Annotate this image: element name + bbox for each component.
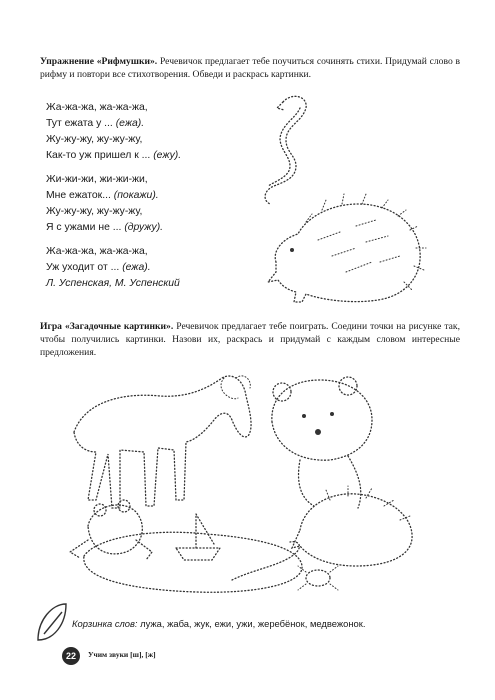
page-number: 22 (62, 647, 80, 665)
poem-line: Жа-жа-жа, жа-жа-жа, (46, 246, 148, 257)
poem-line: Жа-жа-жа, жа-жа-жа, (46, 102, 148, 113)
poem-line: Мне ежаток... (покажи). (46, 190, 159, 201)
dotted-snake-picture[interactable] (265, 96, 306, 204)
poem-author: Л. Успенская, М. Успенский (46, 278, 180, 289)
word-basket-words: лужа, жаба, жук, ежи, ужи, жеребёнок, медвежонок. (140, 618, 366, 629)
poem-line: Жи-жи-жи, жи-жи-жи, (46, 174, 148, 185)
rhyme-answer: (ежу). (153, 150, 182, 161)
leaf-ornament-icon (38, 604, 66, 640)
word-basket-label: Корзинка слов: (72, 618, 138, 629)
dotted-hedgehog-picture[interactable] (268, 194, 426, 302)
running-footer: Учим звуки [ш], [ж] (88, 650, 156, 659)
poem-line: Жу-жу-жу, жу-жу-жу, (46, 134, 143, 145)
poem-line: Как-то уж пришел к ... (ежу). (46, 150, 182, 161)
poem-line: Жу-жу-жу, жу-жу-жу, (46, 206, 143, 217)
rhyme-answer: (покажи). (113, 190, 159, 201)
dotted-animals-scene-picture[interactable] (70, 376, 412, 592)
exercise-rhymes-title: Упражнение «Рифмушки». (40, 56, 158, 67)
rhyme-answer: (ежа). (115, 118, 145, 129)
word-basket (72, 618, 472, 629)
poem-line: Тут ежата у ... (ежа). (46, 118, 145, 129)
poem-line: Уж уходит от ... (ежа). (46, 262, 151, 273)
exercise-puzzle-text: Речевичок предлагает тебе поиграть. Соедини точки на рисунке так, чтобы получились картинки. Назови их, раскрась и придумай с каждым словом интересные предложения. (40, 321, 460, 359)
exercise-puzzle-title: Игра «Загадочные картинки». (40, 321, 174, 332)
poem-line: Я с ужами не ... (дружу). (46, 222, 164, 233)
rhyme-answer: (дружу). (124, 222, 164, 233)
exercise-rhymes-text: Речевичок предлагает тебе поучиться сочинять стихи. Придумай слово в рифму и повтори все стихотворения. Обведи и раскрась картинки. (40, 56, 461, 81)
rhyme-answer: (ежа). (122, 262, 151, 273)
